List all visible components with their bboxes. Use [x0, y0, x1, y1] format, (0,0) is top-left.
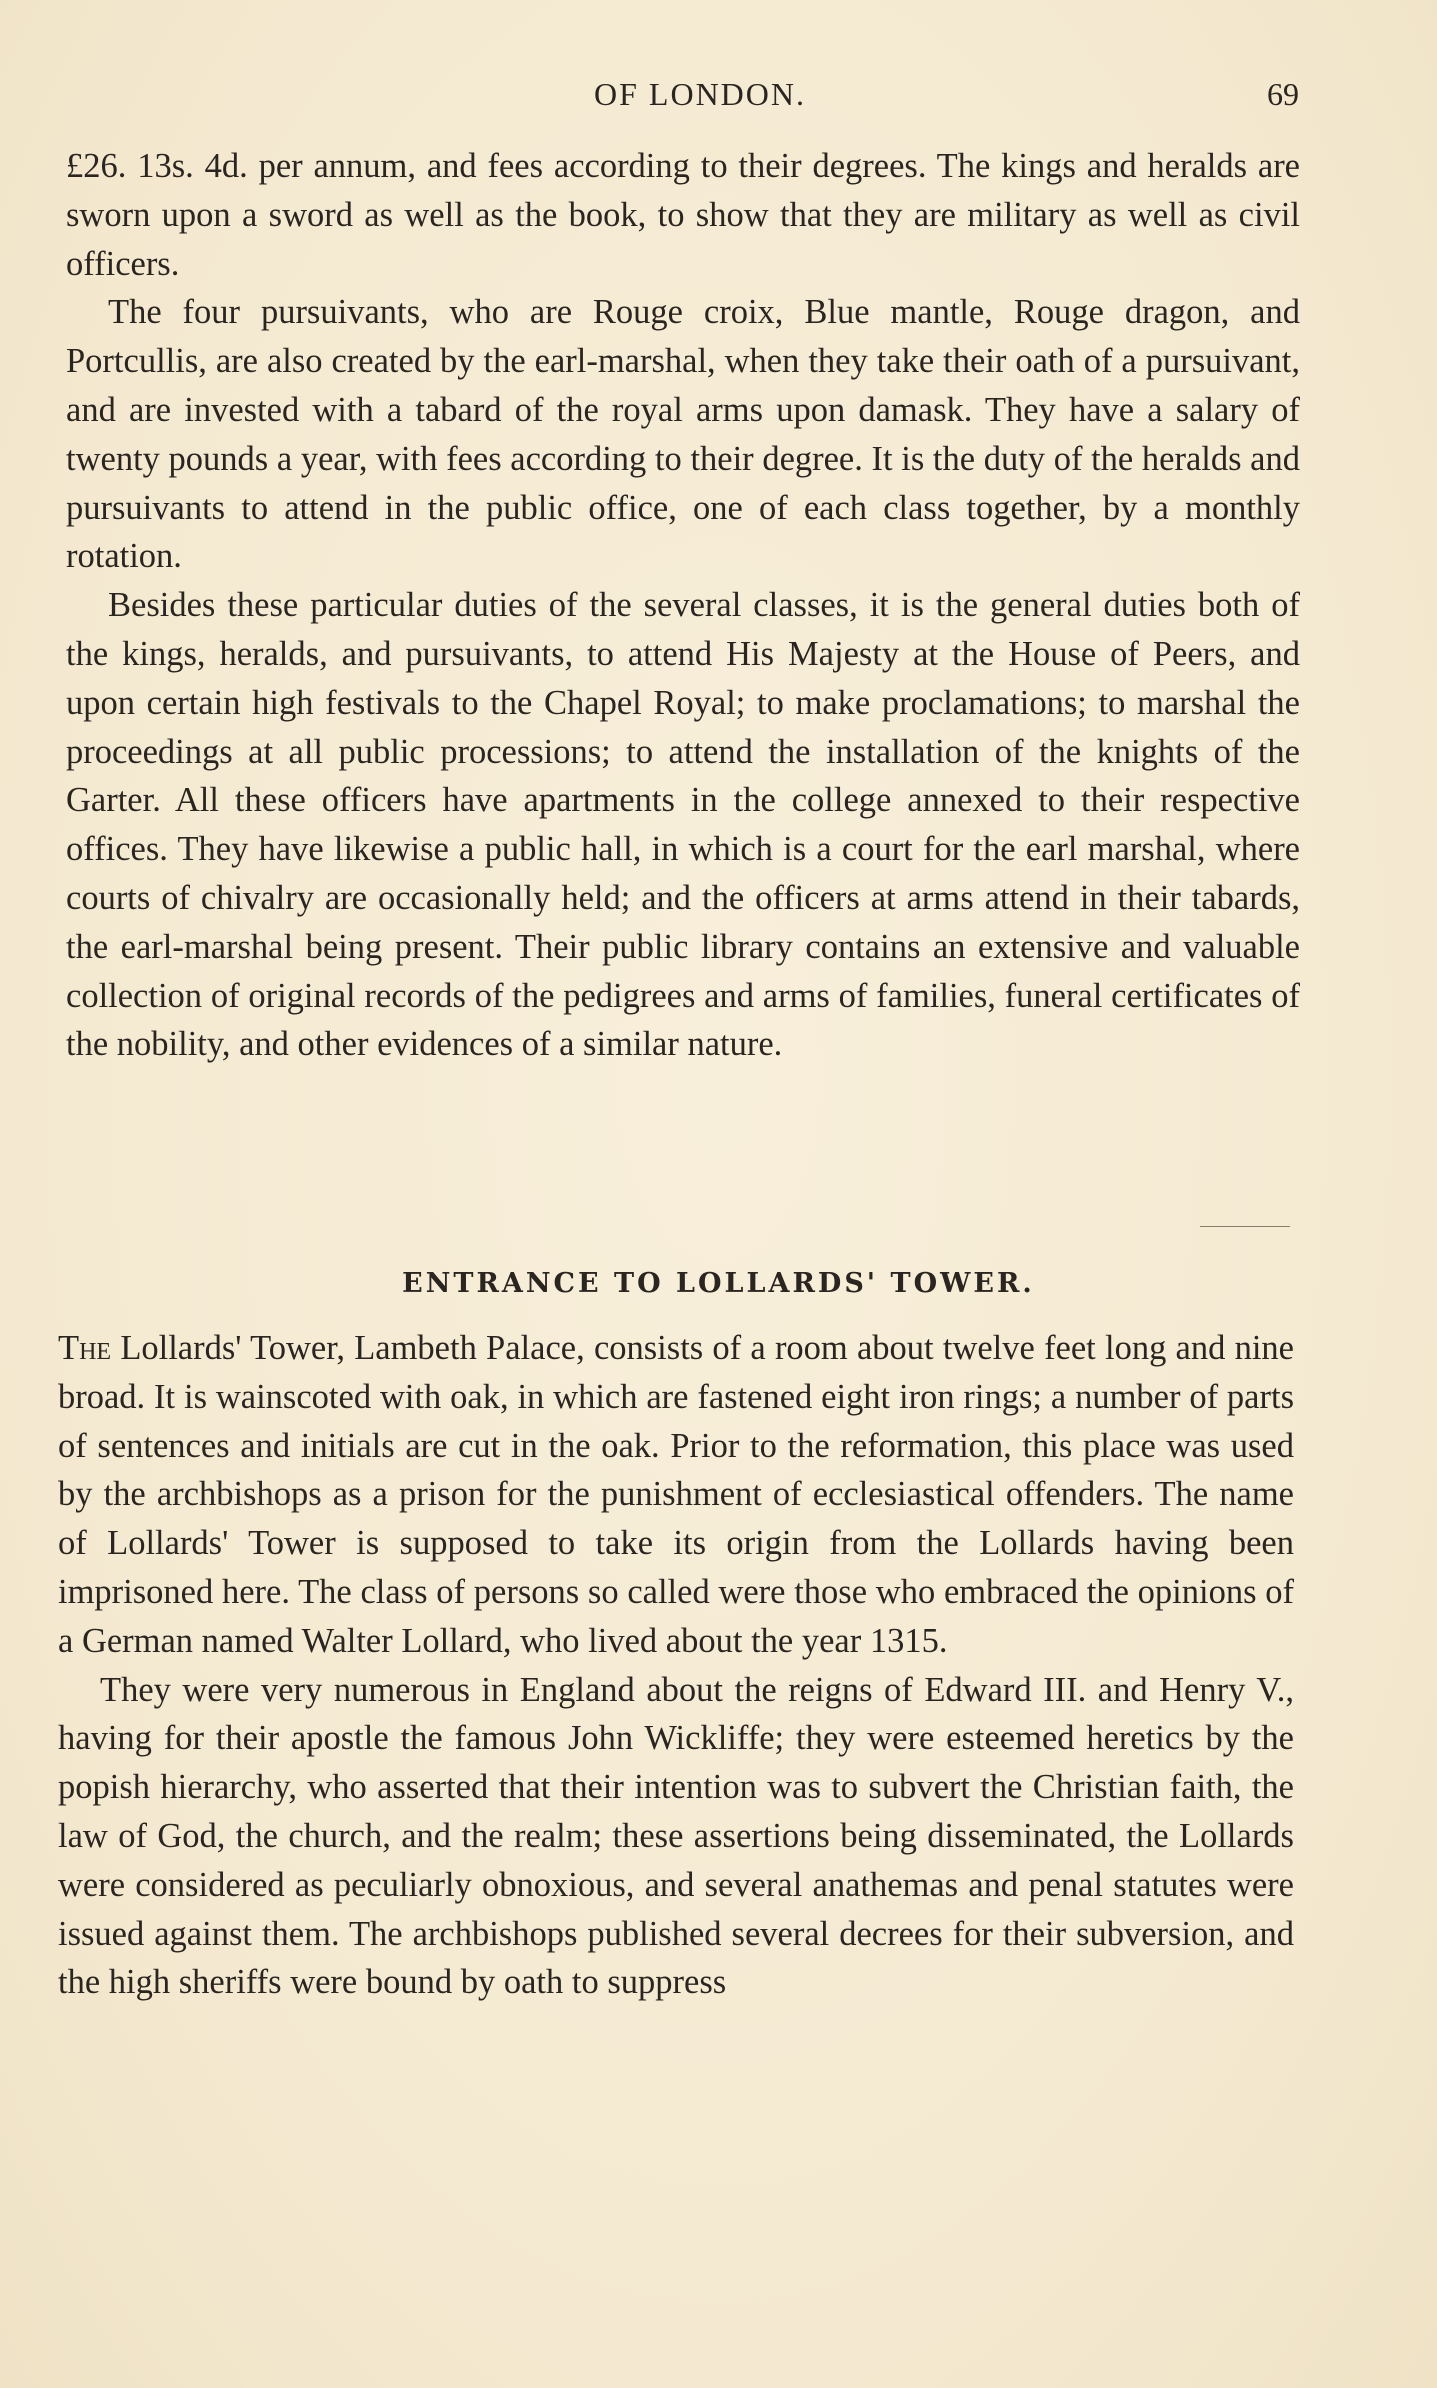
paragraph: £26. 13s. 4d. per annum, and fees according to their degrees. The kings and heralds are sworn upon a sword as well as the book, to show that they are military as well as civil officers. [66, 147, 1300, 283]
running-head [0, 72, 1437, 122]
body-text-section-2 [58, 1324, 1294, 2007]
running-title: OF LONDON. [594, 76, 806, 112]
lead-word: The [58, 1329, 112, 1367]
paragraph: They were very numerous in England about the reigns of Edward III. and Henry V., having for their apostle the famous John Wickliffe; they were esteemed heretics by the popish hierarchy, who asserted that their intention was to subvert the Christian faith, the law of God, the church, and the realm; these assertions being disseminated, the Lollards were considered as peculiarly obnoxious, and several anathemas and penal statutes were issued against them. The archbishops published several decrees for their subversion, and the high sheriffs were bound by oath to suppress [58, 1670, 1294, 2002]
divider [1200, 1226, 1290, 1227]
section-heading: ENTRANCE TO LOLLARDS' TOWER. [402, 1268, 1035, 1299]
paragraph: Besides these particular duties of the several classes, it is the general duties both of the kings, heralds, and pursuivants, to attend His Majesty at the House of Peers, and upon certain high festivals to the Chapel Royal; to make proclamations; to marshal the proceedings at all public processions; to attend the installation of the knights of the Garter. All these officers have apartments in the college annexed to their respective offices. They have likewise a public hall, in which is a court for the earl marshal, where courts of chivalry are occasionally held; and the officers at arms attend in their tabards, the earl-marshal being present. Their public library contains an extensive and valuable collection of original records of the pedigrees and arms of families, funeral certificates of the nobility, and other evidences of a similar nature. [66, 586, 1300, 1064]
paragraph-text: Lollards' Tower, Lambeth Palace, consists of a room about twelve feet long and nine broad. It is wainscoted with oak, in which are fastened eight iron rings; a number of parts of sentences and initials are cut in the oak. Prior to the reformation, this place was used by the archbishops as a prison for the punishment of ecclesiastical offenders. The name of Lollards' Tower is supposed to take its origin from the Lollards having been imprisoned here. The class of persons so called were those who embraced the opinions of a German named Walter Lollard, who lived about the year 1315. [58, 1329, 1295, 1660]
paragraph [58, 1324, 1294, 1666]
page-number: 69 [1267, 76, 1299, 112]
body-text-section-1 [66, 142, 1300, 1069]
paragraph: The four pursuivants, who are Rouge croix, Blue mantle, Rouge dragon, and Portcullis, are also created by the earl-marshal, when they take their oath of a pursuivant, and are invested with a tabard of the royal arms upon damask. They have a salary of twenty pounds a year, with fees according to their degree. It is the duty of the heralds and pursuivants to attend in the public office, one of each class together, by a monthly rotation. [66, 293, 1300, 576]
